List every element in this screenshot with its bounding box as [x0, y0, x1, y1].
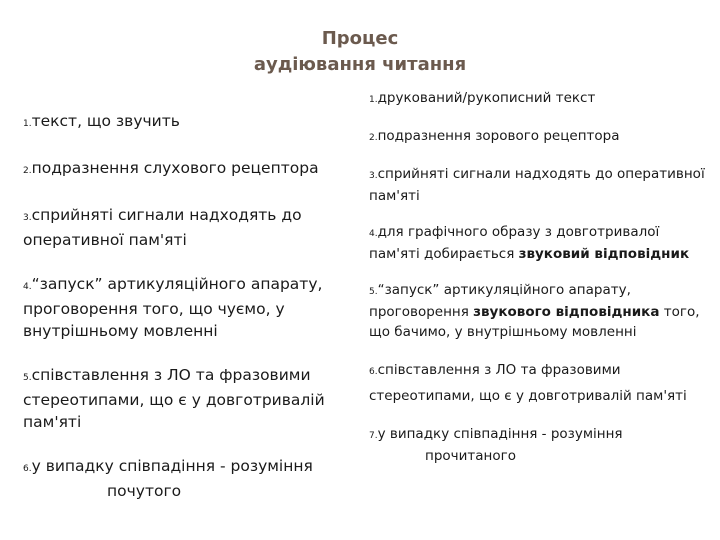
list-item	[369, 424, 714, 466]
item-number: 5.	[369, 287, 378, 297]
slide-title-line-1: Процес	[321, 28, 399, 49]
item-number: 1.	[23, 119, 32, 129]
item-text: співставлення з ЛО та фразовими стереотипами, що є у довготривалій пам'яті	[369, 362, 687, 404]
list-item	[369, 126, 714, 148]
item-number: 4.	[23, 282, 32, 292]
list-item	[23, 273, 353, 342]
listening-steps-list	[23, 110, 353, 524]
item-text: друкований/рукописний текст	[377, 90, 596, 106]
item-text: текст, що звучить	[31, 112, 180, 130]
item-number: 1.	[369, 95, 378, 105]
item-text: “запуск” артикуляційного апарату, проговорення того, що чуємо, у внутрішньому мовленні	[23, 275, 323, 340]
slide-title-line-2: аудіювання читання	[253, 54, 467, 75]
item-text: сприйняті сигнали надходять до оперативної пам'яті	[23, 206, 302, 249]
item-text: у випадку співпадіння - розуміння	[377, 426, 623, 442]
list-item	[369, 222, 714, 264]
list-item	[23, 110, 353, 135]
item-number: 5.	[23, 373, 32, 383]
slide-title	[160, 26, 560, 78]
reading-steps-list	[369, 88, 714, 482]
list-item	[23, 157, 353, 182]
item-number: 4.	[369, 229, 378, 239]
list-item	[369, 164, 714, 206]
list-item	[369, 88, 714, 110]
item-text: подразнення зорового рецептора	[377, 128, 620, 144]
item-number: 7.	[369, 431, 378, 441]
item-text-bold: звукового відповідника	[473, 304, 660, 320]
item-text-end: почутого	[107, 482, 182, 500]
item-number: 6.	[23, 464, 32, 474]
item-text-end: прочитаного	[425, 448, 516, 464]
item-text: подразнення слухового рецептора	[31, 159, 319, 177]
item-number: 3.	[23, 213, 32, 223]
item-text: “запуск” артикуляційного апарату, проговорення	[369, 282, 631, 320]
item-number: 3.	[369, 171, 378, 181]
item-text: співставлення з ЛО та фразовими стереотипами, що є у довготривалій пам'яті	[23, 366, 325, 431]
list-item	[23, 455, 353, 502]
item-text-end: того, що бачимо, у внутрішньому мовленні	[369, 304, 700, 340]
item-number: 2.	[369, 133, 378, 143]
list-item	[369, 280, 714, 342]
list-item	[23, 364, 353, 433]
item-text-bold: звуковий відповідник	[518, 246, 690, 262]
list-item	[369, 358, 714, 408]
item-text: для графічного образу з довготривалої пам'яті добирається	[369, 224, 660, 262]
item-number: 6.	[369, 367, 378, 377]
item-text: сприйняті сигнали надходять до оперативної пам'яті	[369, 166, 705, 204]
list-item	[23, 204, 353, 251]
item-text: у випадку співпадіння - розуміння	[31, 457, 313, 475]
item-number: 2.	[23, 166, 32, 176]
